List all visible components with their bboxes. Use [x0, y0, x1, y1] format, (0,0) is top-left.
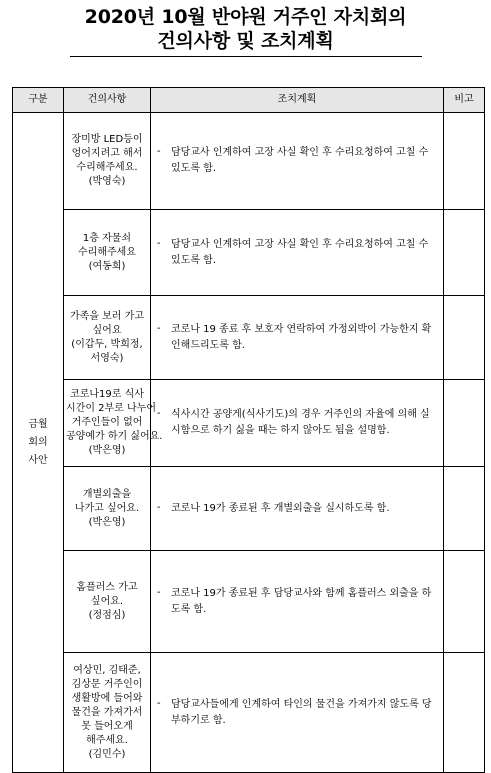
- request-line: 나가고 싶어요.: [74, 502, 140, 514]
- request-line: 홈플러스 가고: [76, 581, 138, 593]
- request-line: (이갑두, 박희정,: [71, 338, 143, 350]
- category-cell: [13, 113, 64, 773]
- bullet-dash: -: [157, 237, 161, 249]
- table-row: [13, 380, 485, 467]
- request-line: 엉어지려고 해서: [71, 148, 143, 159]
- action-text: 식사시간 공양게(식사기도)의 경우 거주인의 자율에 의해 실시함으로 하기 싫을 때는 하지 않아도 됨을 설명함.: [171, 409, 430, 436]
- header-row: [13, 88, 485, 113]
- note-cell: [444, 380, 485, 467]
- request-cell: [64, 210, 151, 296]
- bullet-dash: -: [157, 501, 161, 513]
- request-cell: [64, 296, 151, 380]
- table-row: [13, 210, 485, 296]
- action-text: 코로나 19 종료 후 보호자 연락하여 가정외박이 가능한지 확인해드리도록 함.: [171, 323, 432, 351]
- request-line: 김상문 거주인이: [71, 678, 143, 690]
- note-cell: [444, 210, 485, 296]
- request-line: 해주세요.: [86, 734, 128, 746]
- header-request: 건의사항: [64, 88, 151, 113]
- request-line: (김민수): [88, 748, 126, 760]
- request-line: (정점심): [88, 609, 126, 621]
- request-line: 개별외출을: [82, 488, 132, 500]
- bullet-dash: -: [157, 697, 161, 709]
- request-line: 수리해주세요.: [76, 162, 138, 173]
- category-label-line: 회의: [28, 436, 48, 448]
- header-action: 조치계획: [151, 88, 444, 113]
- request-line: 싶어요: [92, 324, 122, 336]
- request-line: 가족을 보러 가고: [70, 310, 144, 322]
- action-cell: [151, 380, 444, 467]
- request-line: 거주인들이 없어: [71, 417, 143, 428]
- request-line: 생활방에 들어와: [71, 692, 143, 704]
- plan-table: [12, 87, 485, 773]
- document-title-line2: 건의사항 및 조치계획: [157, 30, 334, 52]
- request-line: 못 들어오게: [81, 720, 133, 732]
- action-cell: [151, 113, 444, 210]
- request-line: 여상민, 김태준,: [73, 664, 141, 676]
- action-text: 담당교사들에게 인계하여 타인의 물건을 가져가지 않도록 당부하기로 함.: [171, 698, 432, 726]
- request-line: 1층 자물쇠: [82, 232, 132, 244]
- request-line: 코로나19로 식사: [70, 389, 144, 400]
- request-cell: [64, 467, 151, 551]
- document-title-line1: 2020년 10월 반야원 거주인 자치회의: [84, 6, 407, 28]
- bullet-dash: -: [157, 408, 161, 419]
- request-cell: [64, 551, 151, 653]
- action-text: 코로나 19가 종료된 후 담당교사와 함께 홈플러스 외출을 하도록 함.: [171, 587, 432, 615]
- table-row: [13, 467, 485, 551]
- request-line: 장미방 LED등이: [71, 134, 143, 145]
- action-cell: [151, 467, 444, 551]
- title-underline: [70, 56, 422, 57]
- request-line: 싶어요.: [90, 595, 124, 607]
- request-line: (여동희): [88, 260, 126, 272]
- action-text: 담당교사 인계하여 고장 사실 확인 후 수리요청하여 고칠 수 있도록 함.: [171, 147, 429, 174]
- action-text: 담당교사 인계하여 고장 사실 확인 후 수리요청하여 고칠 수 있도록 함.: [171, 238, 429, 266]
- request-line: 서영숙): [90, 352, 124, 364]
- action-cell: [151, 296, 444, 380]
- note-cell: [444, 551, 485, 653]
- action-text: 코로나 19가 종료된 후 개별외출을 실시하도록 함.: [171, 502, 390, 514]
- category-label-line: 사안: [28, 454, 48, 466]
- header-note: 비고: [444, 88, 485, 113]
- bullet-dash: -: [157, 146, 161, 157]
- table-row: [13, 296, 485, 380]
- request-line: (박영숙): [88, 176, 126, 187]
- request-line: (박은영): [88, 516, 126, 528]
- request-line: 공양예가 하기 싫어요.: [66, 431, 163, 442]
- request-cell: [64, 380, 163, 467]
- note-cell: [444, 467, 485, 551]
- request-line: 수리해주세요: [78, 246, 136, 258]
- request-line: (박은영): [88, 445, 126, 456]
- bullet-dash: -: [157, 586, 161, 598]
- request-line: 물건을 가져가서: [71, 706, 143, 718]
- note-cell: [444, 113, 485, 210]
- table-row: [13, 551, 485, 653]
- header-category: 구분: [13, 88, 64, 113]
- table-row: [13, 113, 485, 210]
- bullet-dash: -: [157, 322, 161, 334]
- action-cell: [151, 551, 444, 653]
- action-cell: [151, 210, 444, 296]
- note-cell: [444, 296, 485, 380]
- request-line: 시간이 2부로 나누어: [66, 403, 156, 414]
- request-cell: [64, 113, 151, 210]
- category-label-line: 금월: [28, 418, 48, 430]
